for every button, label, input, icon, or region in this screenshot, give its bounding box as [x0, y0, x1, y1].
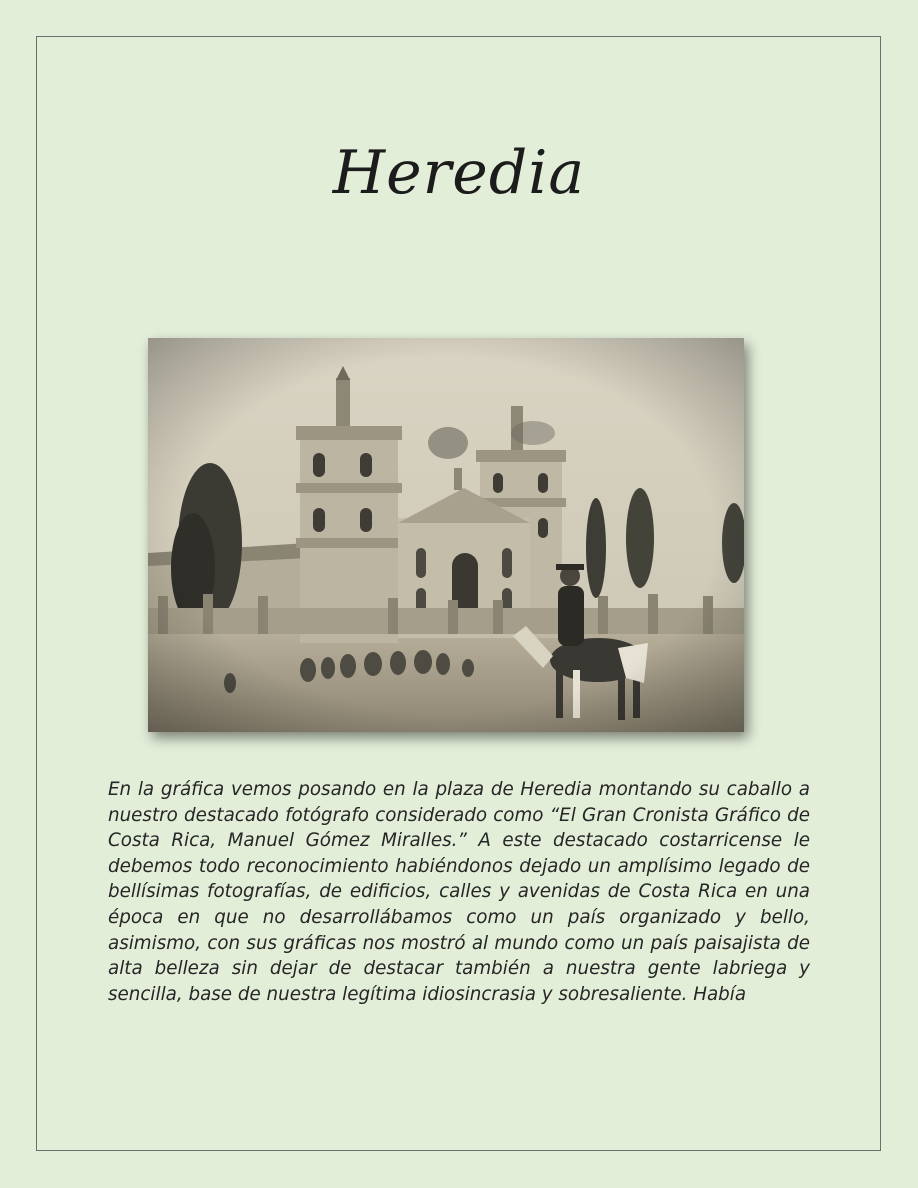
photo-caption: En la gráfica vemos posando en la plaza de Heredia montando su caballo a nuestro destacado fotógrafo considerado como “El Gran Cronista Gráfico de Costa Rica, Manuel Gómez Miralles.” A este destacado costarricense le debemos todo reconocimiento habiéndonos dejado un amplísimo legado de bellísimas fotografías, de edificios, calles y avenidas de Costa Rica en una época en que no desarrollábamos como un país organizado y bello, asimismo, con sus gráficas nos mostró al mundo como un país paisajista de alta belleza sin dejar de destacar también a nuestra gente labriega y sencilla, base de nuestra legítima idiosincrasia y sobresaliente. Había — [108, 779, 810, 1005]
historic-photo-heredia-church — [148, 338, 744, 732]
page-title: Heredia — [332, 138, 586, 208]
photo-illustration — [148, 338, 744, 732]
